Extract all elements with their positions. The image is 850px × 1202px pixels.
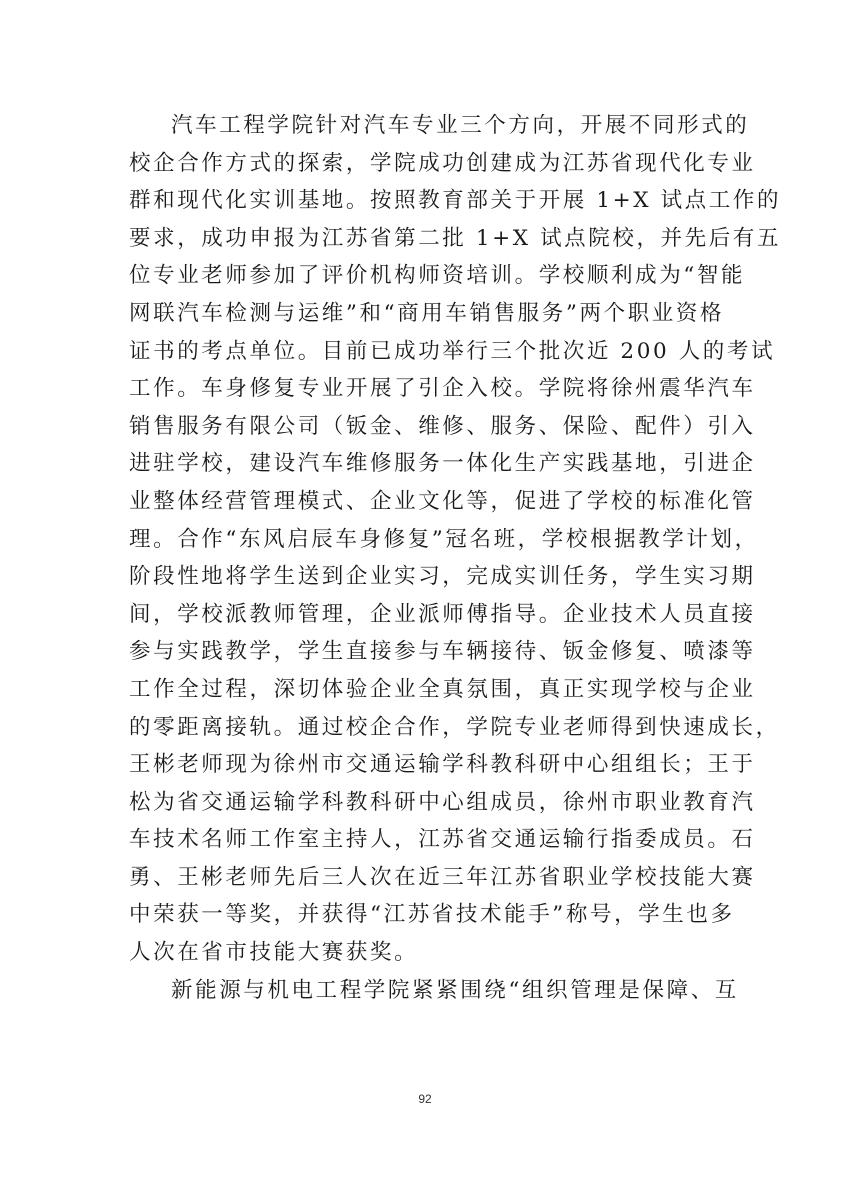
paragraph-1-line: 汽车工程学院针对汽车专业三个方向，开展不同形式的: [171, 113, 750, 138]
paragraph-1-line: 位专业老师参加了评价机构师资培训。学校顺利成为“智能: [129, 263, 746, 289]
body-text: [129, 107, 782, 1009]
paragraph-1-line: 网联汽车检测与运维”和“商用车销售服务”两个职业资格: [129, 300, 725, 326]
page-number: 92: [418, 1092, 432, 1106]
paragraph-1-line: 王彬老师现为徐州市交通运输学科教科研中心组组长；王于: [129, 752, 756, 778]
paragraph-1-line: 车技术名师工作室主持人，江苏省交通运输行指委成员。石: [129, 827, 756, 853]
paragraph-1-line: 中荣获一等奖，并获得“江苏省技术能手”称号，学生也多: [129, 902, 735, 928]
paragraph-1-line: 勇、王彬老师先后三人次在近三年江苏省职业学校技能大赛: [129, 864, 756, 890]
paragraph-1-line: 间，学校派教师管理，企业派师傅指导。企业技术人员直接: [129, 601, 756, 627]
paragraph-1-line: 松为省交通运输学科教科研中心组成员，徐州市职业教育汽: [129, 789, 756, 815]
paragraph-1-line: 工作全过程，深切体验企业全真氛围，真正实现学校与企业: [129, 676, 756, 702]
paragraph-1-line: 理。合作“东风启辰车身修复”冠名班，学校根据教学计划，: [129, 526, 759, 552]
paragraph-1-line: 的零距离接轨。通过校企合作，学院专业老师得到快速成长，: [129, 714, 780, 740]
paragraph-1-line: 销售服务有限公司（钣金、维修、服务、保险、配件）引入: [129, 413, 756, 439]
paragraph-1-line: 进驻学校，建设汽车维修服务一体化生产实践基地，引进企: [129, 451, 756, 477]
paragraph-1-line: 校企合作方式的探索，学院成功创建成为江苏省现代化专业: [129, 150, 756, 176]
paragraph-1-line: 阶段性地将学生送到企业实习，完成实训任务，学生实习期: [129, 564, 756, 590]
paragraph-1-line: 参与实践教学，学生直接参与车辆接待、钣金修复、喷漆等: [129, 639, 756, 665]
paragraph-2-line: 新能源与机电工程学院紧紧围绕“组织管理是保障、互: [171, 977, 739, 1003]
paragraph-1-line: 要求，成功申报为江苏省第二批 1+X 试点院校，并先后有五: [129, 225, 782, 251]
paragraph-1-line: 人次在省市技能大赛获奖。: [129, 940, 419, 966]
paragraph-1-line: 业整体经营管理模式、企业文化等，促进了学校的标准化管: [129, 488, 756, 514]
paragraph-1-line: 工作。车身修复专业开展了引企入校。学院将徐州震华汽车: [129, 376, 756, 402]
paragraph-1-line: 群和现代化实训基地。按照教育部关于开展 1+X 试点工作的: [129, 188, 782, 214]
paragraph-1-line: 证书的考点单位。目前已成功举行三个批次近 200 人的考试: [129, 338, 776, 364]
